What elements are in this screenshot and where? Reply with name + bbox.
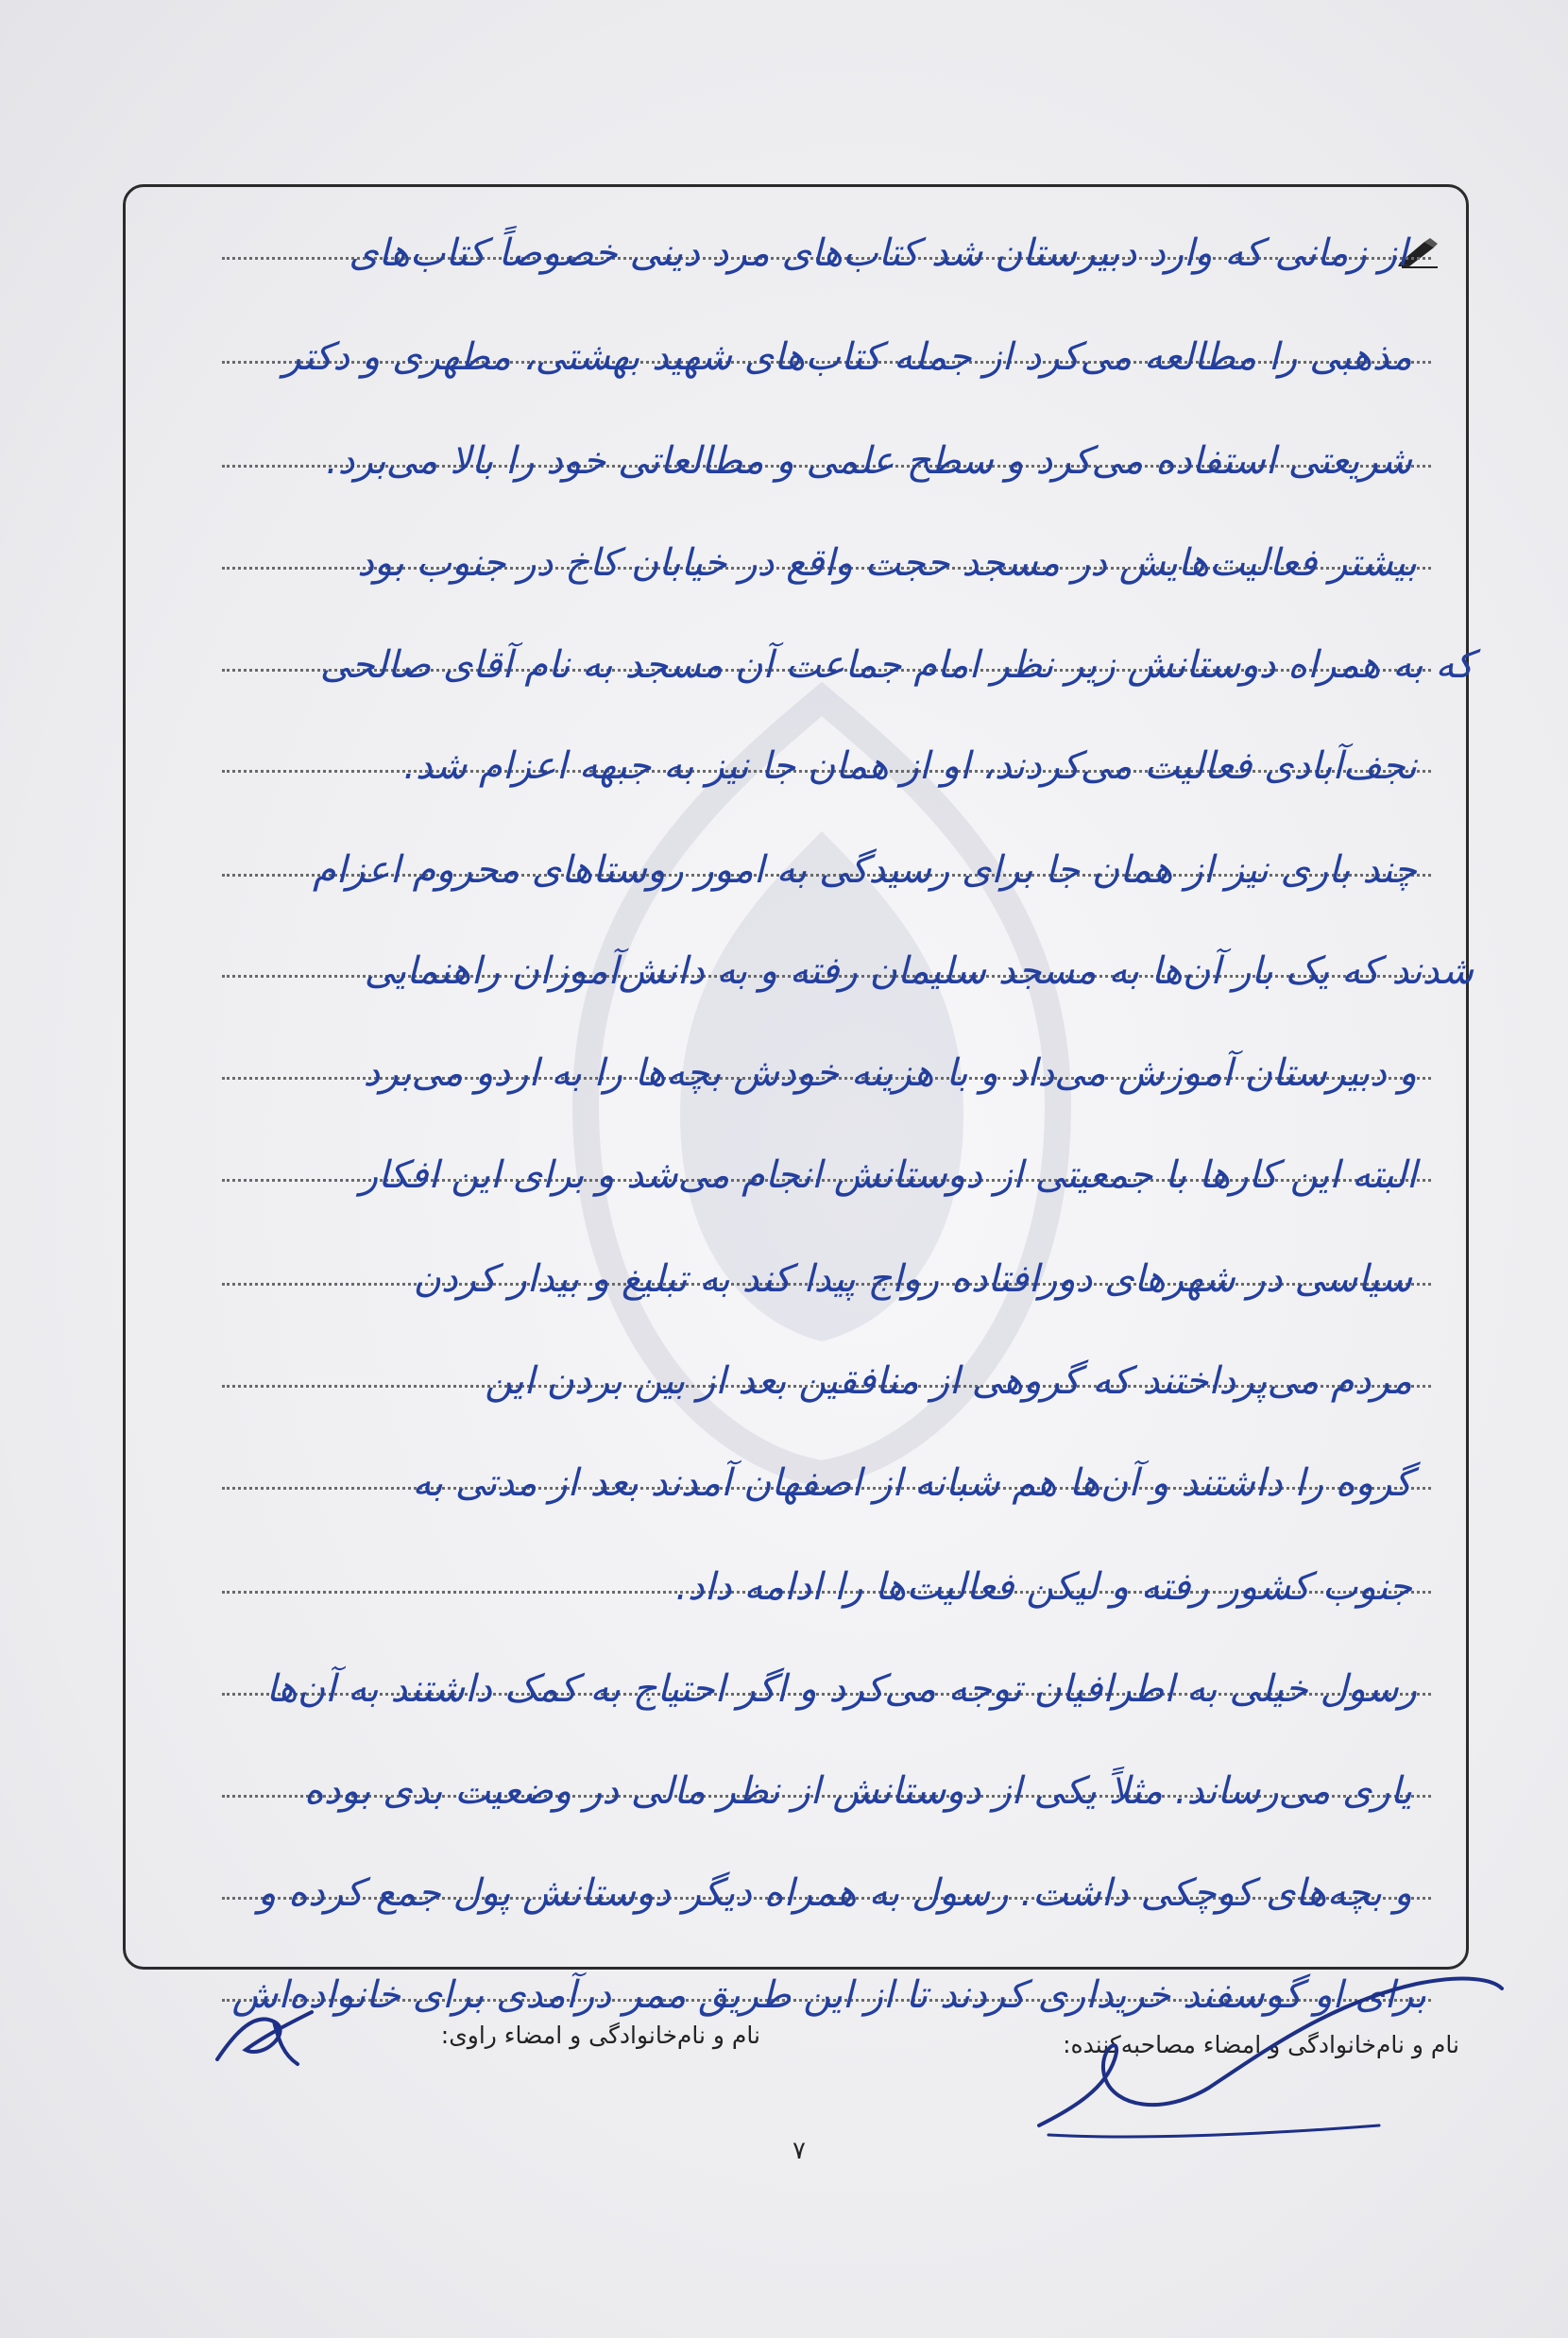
handwritten-line: چند باری نیز از همان جا برای رسیدگی به امور روستاهای محروم اعزام (312, 848, 1417, 892)
narrator-signature-mark (208, 1993, 321, 2078)
handwritten-line: جنوب کشور رفته و لیکن فعالیت‌ها را ادامه داد. (675, 1565, 1412, 1609)
narrator-signature-label: نام و نام‌خانوادگی و امضاء راوی: (440, 2022, 760, 2049)
page-number: ۷ (793, 2137, 806, 2165)
handwritten-line: رسول خیلی به اطرافیان توجه می‌کرد و اگر احتیاج به کمک داشتند به آن‌ها (265, 1667, 1417, 1711)
handwritten-line: البته این کارها با جمعیتی از دوستانش انجام می‌شد و برای این افکار (359, 1153, 1417, 1197)
handwritten-line: مذهبی را مطالعه می‌کرد از جمله کتاب‌های شهید بهشتی، مطهری و دکتر (282, 335, 1412, 379)
handwritten-line: از زمانی که وارد دبیرستان شد کتاب‌های مرد دینی خصوصاً کتاب‌های (349, 231, 1407, 275)
handwritten-line: و بچه‌های کوچکی داشت. رسول به همراه دیگر دوستانش پول جمع کرده و (257, 1871, 1412, 1915)
interviewer-signature-mark (1020, 1946, 1511, 2144)
handwritten-line: سیاسی در شهرهای دورافتاده رواج پیدا کند به تبلیغ و بیدار کردن (413, 1257, 1412, 1301)
handwritten-line: و دبیرستان آموزش می‌داد و با هزینه خودش بچه‌ها را به اردو می‌برد (363, 1051, 1417, 1095)
interviewer-signature-label: نام و نام‌خانوادگی و امضاء مصاحبه‌کننده: (1063, 2031, 1459, 2058)
handwritten-line: مردم می‌پرداختند که گروهی از منافقین بعد از بین بردن این (485, 1359, 1412, 1403)
handwritten-line: یاری می‌رساند. مثلاً یکی از دوستانش از نظر مالی در وضعیت بدی بوده (303, 1769, 1412, 1813)
handwritten-line: شدند که یک بار آن‌ها به مسجد سلیمان رفته و به دانش‌آموزان راهنمایی (364, 949, 1474, 993)
handwritten-line: گروه را داشتند و آن‌ها هم شبانه از اصفهان آمدند بعد از مدتی به (412, 1461, 1412, 1505)
handwritten-line: که به همراه دوستانش زیر نظر امام جماعت آن مسجد به نام آقای صالحی (319, 643, 1474, 687)
handwritten-line: برای او گوسفند خریداری کردند تا از این طریق ممر درآمدی برای خانواده‌اش (231, 1973, 1426, 2017)
handwritten-line: نجف‌آبادی فعالیت می‌کردند، او از همان جا نیز به جبهه اعزام شد. (403, 744, 1417, 788)
handwritten-line: بیشتر فعالیت‌هایش در مسجد حجت واقع در خیابان کاخ در جنوب بود (357, 541, 1417, 585)
handwritten-line: شریعتی استفاده می‌کرد و سطح علمی و مطالعاتی خود را بالا می‌برد. (325, 439, 1412, 483)
